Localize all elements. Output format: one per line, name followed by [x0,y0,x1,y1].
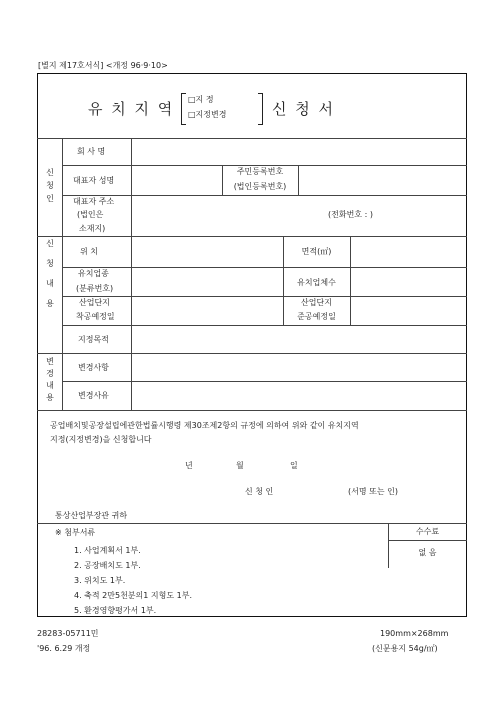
paper-size: 190mm×268mm [380,629,449,638]
section-change: 변 경 내 용 [46,357,54,402]
date-year: 년 [185,461,193,470]
reg-no-sub-label: (법인등록번호) [233,182,287,191]
location-label: 위 치 [80,247,98,256]
sign-note: (서명 또는 인) [348,487,398,496]
start-sub-label: 착공예정일 [76,312,115,321]
attachment-item: 4. 축적 2만5천분의1 지형도 1부. [74,591,192,600]
company-count-label: 유치업체수 [297,278,336,287]
title-right: 신 청 서 [272,100,336,118]
date-month: 월 [236,461,244,470]
attachment-item: 2. 공장배치도 1부. [74,561,141,570]
fee-value: 없 음 [418,548,437,557]
end-label: 산업단지 [301,298,332,307]
option-change: □지정변경 [188,110,227,119]
section-content: 신 청 내 용 [46,239,54,308]
title-bracket-right [258,93,263,125]
option-designation: □지 정 [188,95,214,104]
form-number: [별지 제17호서식] <개정 96·9·10> [38,61,168,70]
rep-addr-label: 대표자 주소 [73,197,115,206]
company-label: 회 사 명 [77,147,106,156]
industry-sub-label: (분류번호) [76,284,114,293]
rep-addr-sub1: (법인은 [77,210,104,219]
area-label: 면적(㎡) [301,247,332,256]
change-item-label: 변경사항 [78,363,109,372]
statement-line-1: 공업배치및공장설립에관한법률시행령 제30조제2항의 규정에 의하여 위와 같이 유치지역 [50,421,359,430]
reg-no-label: 주민등록번호 [236,167,284,176]
end-sub-label: 준공예정일 [297,312,336,321]
purpose-label: 지정목적 [78,335,109,344]
revision-date: '96. 6.29 개정 [37,644,91,653]
industry-label: 유치업종 [78,269,109,278]
attachments-heading: ※ 첨부서류 [55,528,96,537]
date-day: 일 [290,461,298,470]
applicant-sign-label: 신 청 인 [245,487,274,496]
attachment-item: 5. 환경영향평가서 1부. [74,606,157,615]
statement-line-2: 지정(지정변경)을 신청합니다 [50,435,152,444]
phone-label: (전화번호 : ) [328,210,373,219]
section-applicant: 신 청 인 [46,168,54,203]
attachment-item: 1. 사업계획서 1부. [74,546,141,555]
title-bracket-left [181,93,186,125]
rep-addr-sub2: 소재지) [79,224,106,233]
form-code: 28283-05711민 [37,629,99,638]
rep-name-label: 대표자 성명 [73,176,115,185]
fee-label: 수수료 [415,527,440,536]
change-reason-label: 변경사유 [78,391,109,400]
attachment-item: 3. 위치도 1부. [74,576,126,585]
start-label: 산업단지 [79,298,110,307]
addressee: 통상산업부장관 귀하 [55,511,128,520]
title-left: 유 치 지 역 [88,100,175,118]
paper-type: (신문용지 54g/㎡) [372,644,438,653]
